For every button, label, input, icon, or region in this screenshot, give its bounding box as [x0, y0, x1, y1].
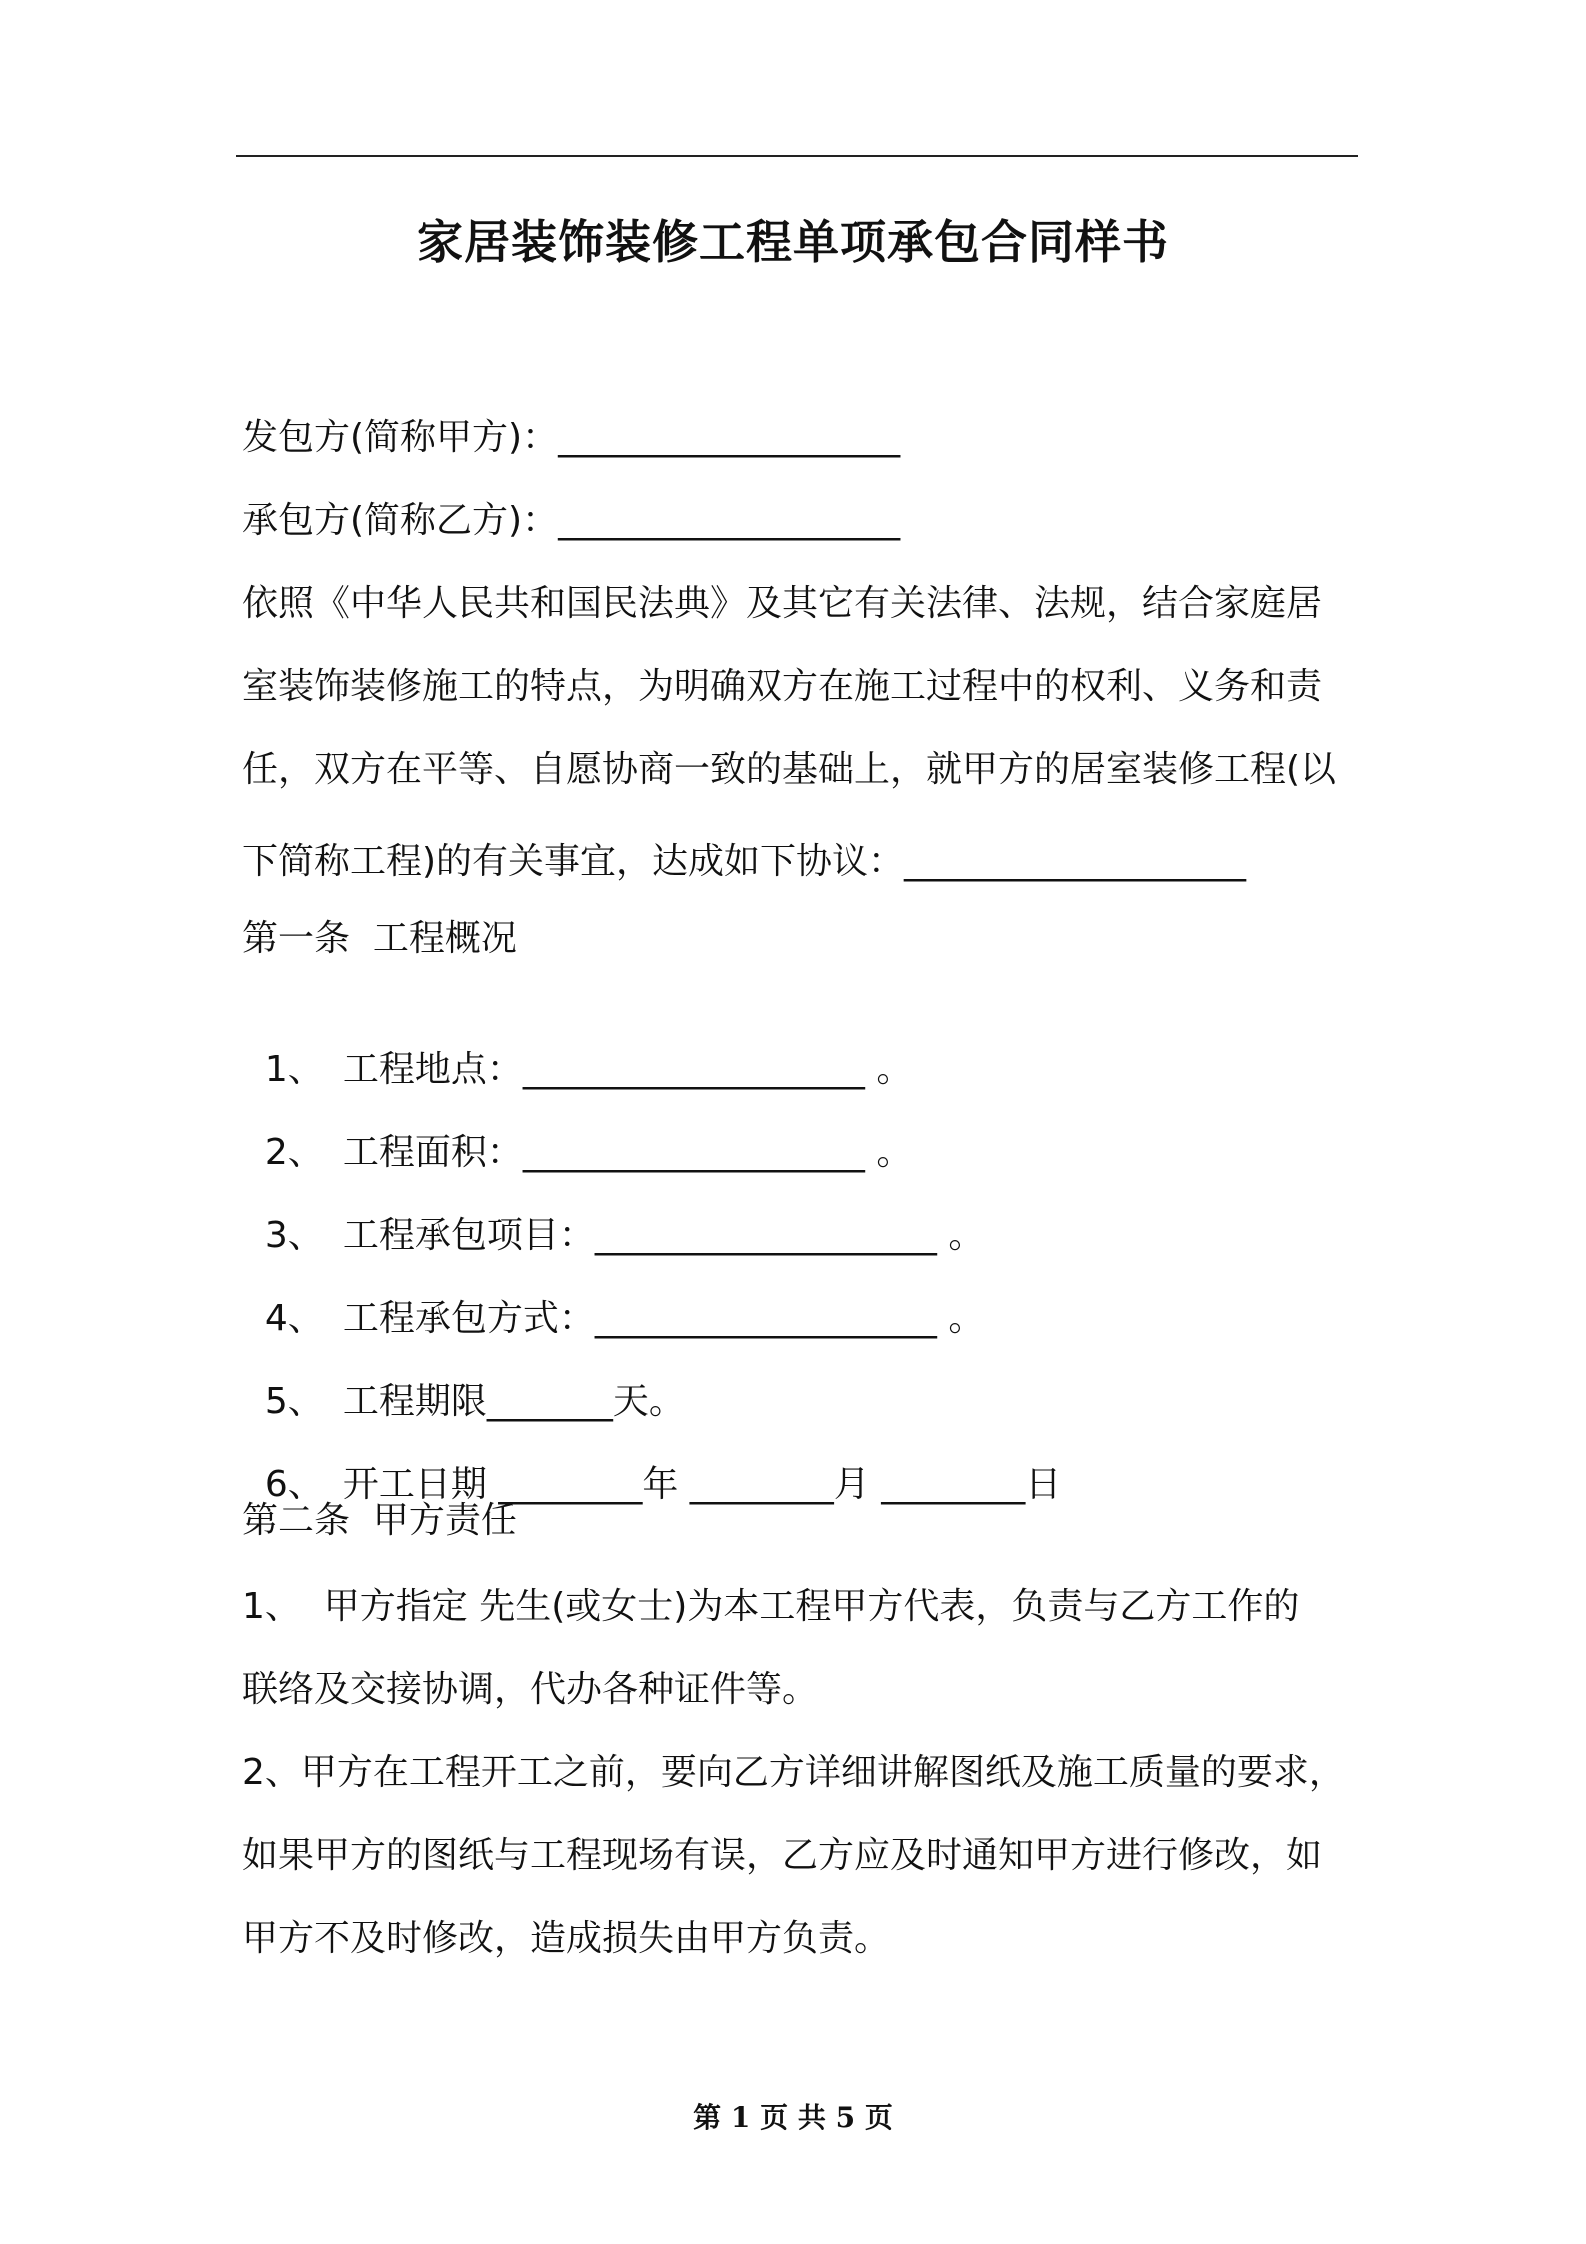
article-2-line-2: 联络及交接协调，代办各种证件等。 — [242, 1669, 819, 1710]
document-title: 家居装饰装修工程单项承包合同样书 — [417, 215, 1169, 269]
article-2-line-5: 甲方不及时修改，造成损失由甲方负责。 — [242, 1918, 891, 1959]
preamble-line-4: 下简称工程)的有关事宜，达成如下协议：___________________ — [242, 841, 1247, 882]
party-a-line: 发包方(简称甲方)：___________________ — [242, 417, 901, 458]
item-number: 2、 — [264, 1132, 324, 1173]
item-text: 工程承包项目：___________________ 。 — [342, 1215, 985, 1256]
article-2-line-3: 2、甲方在工程开工之前，要向乙方详细讲解图纸及施工质量的要求， — [242, 1752, 1345, 1793]
article-1-item — [242, 1247, 984, 1343]
article-1-item — [242, 998, 912, 1094]
preamble-line-3: 任，双方在平等、自愿协商一致的基础上，就甲方的居室装修工程(以 — [242, 749, 1337, 790]
item-number: 4、 — [264, 1298, 324, 1339]
article-2-heading: 第二条 甲方责任 — [242, 1500, 517, 1541]
preamble-line-2: 室装饰装修施工的特点，为明确双方在施工过程中的权利、义务和责 — [242, 666, 1323, 707]
item-text: 工程地点：___________________ 。 — [342, 1049, 913, 1090]
item-number: 5、 — [264, 1381, 324, 1422]
party-b-line: 承包方(简称乙方)：___________________ — [242, 500, 901, 541]
article-1-item — [242, 1413, 1061, 1509]
page-number-footer: 第 1 页 共 5 页 — [693, 2101, 893, 2134]
article-1-heading: 第一条 工程概况 — [242, 918, 517, 959]
article-1-item — [242, 1081, 912, 1177]
article-2-line-1: 1、 甲方指定 先生(或女士)为本工程甲方代表，负责与乙方工作的 — [242, 1586, 1300, 1627]
item-number: 1、 — [264, 1049, 324, 1090]
preamble-line-1: 依照《中华人民共和国民法典》及其它有关法律、法规，结合家庭居 — [242, 583, 1323, 624]
item-text: 工程承包方式：___________________ 。 — [342, 1298, 985, 1339]
item-text: 工程期限_______天。 — [342, 1381, 685, 1422]
item-number: 3、 — [264, 1215, 324, 1256]
item-number: 6、 — [264, 1464, 324, 1505]
article-1-item — [242, 1330, 685, 1426]
item-text: 工程面积：___________________ 。 — [342, 1132, 913, 1173]
item-text: 开工日期 ________年 ________月 ________日 — [342, 1464, 1062, 1505]
header-rule — [236, 155, 1358, 157]
article-2-line-4: 如果甲方的图纸与工程现场有误，乙方应及时通知甲方进行修改，如 — [242, 1835, 1323, 1876]
article-1-item — [242, 1164, 984, 1260]
